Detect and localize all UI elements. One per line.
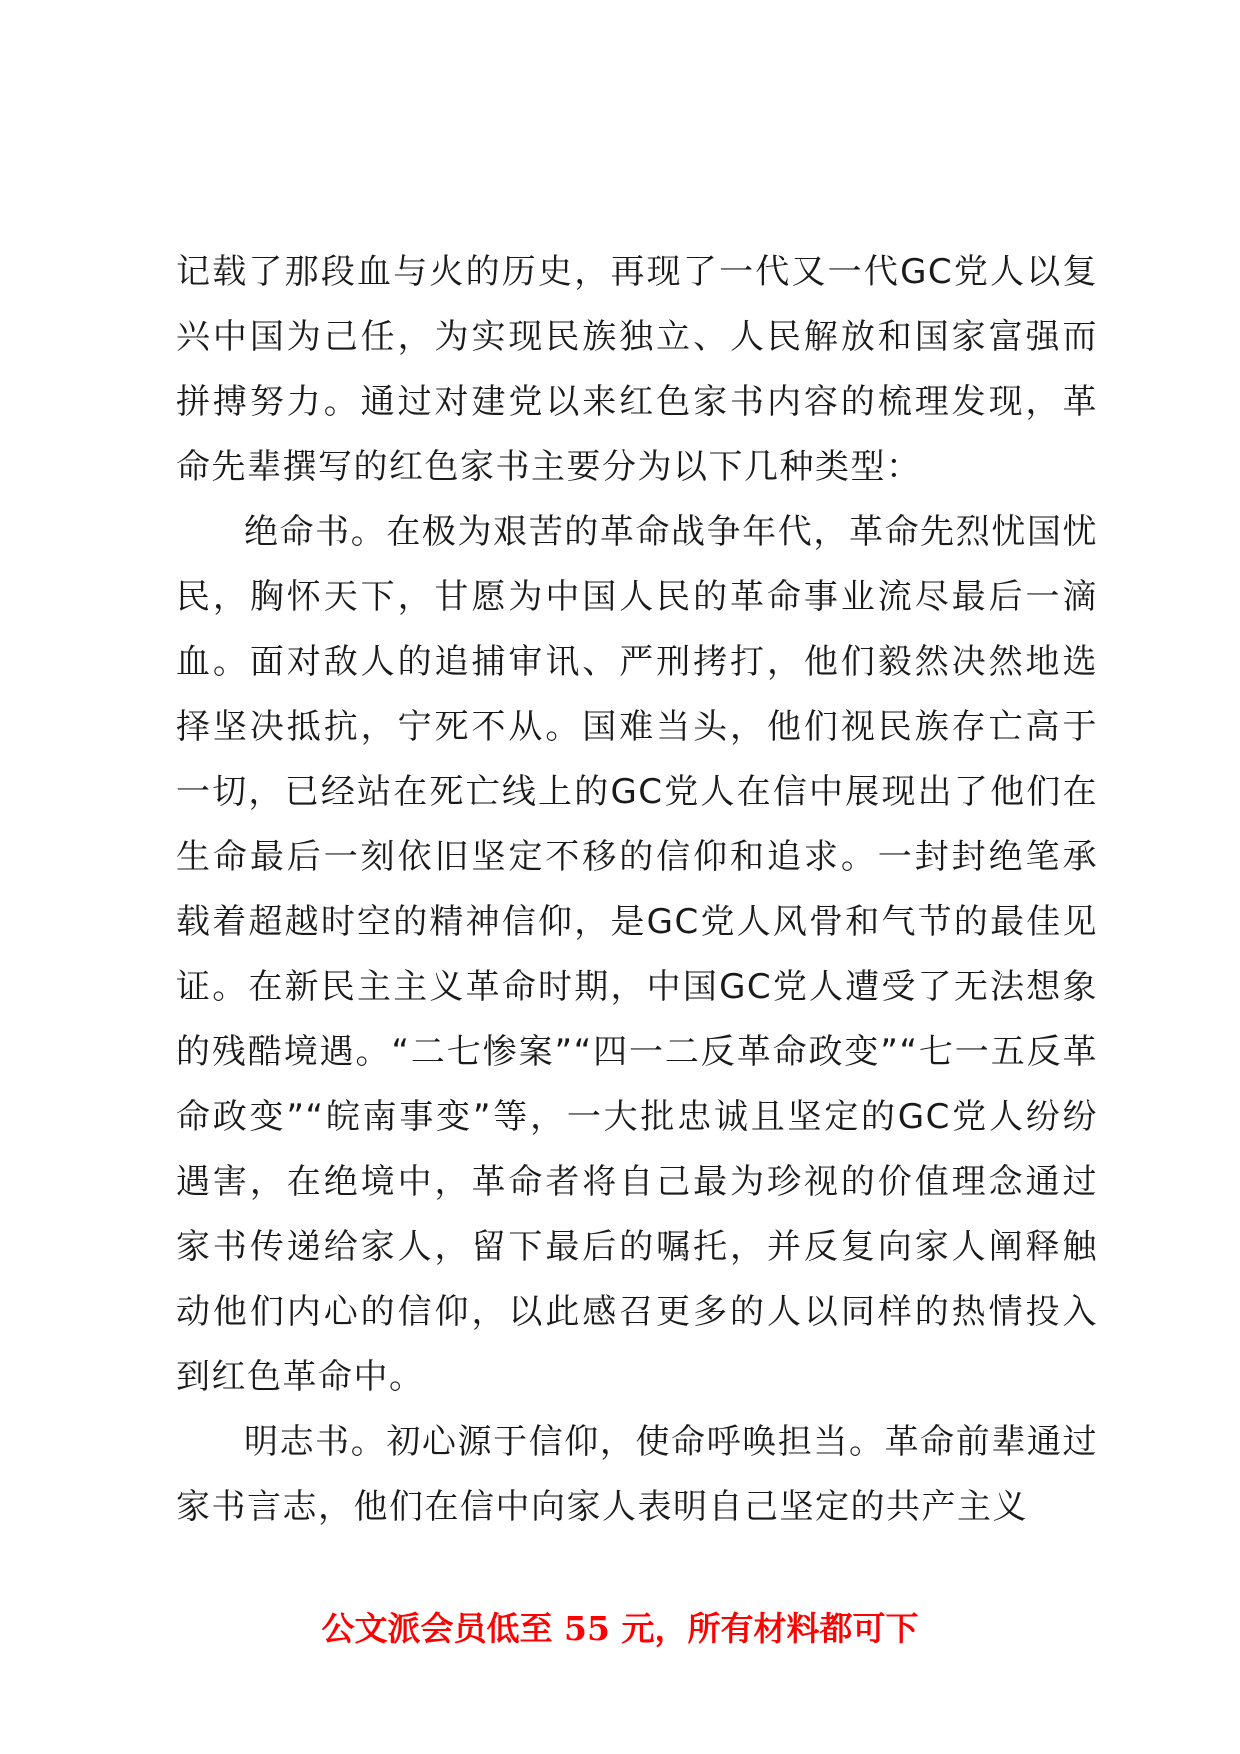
paragraph-intro: 记载了那段血与火的历史，再现了一代又一代GC党人以复兴中国为己任，为实现民族独立、人民解放和国家富强而拼搏努力。通过对建党以来红色家书内容的梳理发现，革命先辈撰写的红色家书主要分为以下几种类型： (176, 252, 1098, 487)
promo-footer-note: 公文派会员低至 55 元，所有材料都可下 (321, 1609, 919, 1648)
paragraph-jueming-shu: 绝命书。在极为艰苦的革命战争年代，革命先烈忧国忧民，胸怀天下，甘愿为中国人民的革命事业流尽最后一滴血。面对敌人的追捕审讯、严刑拷打，他们毅然决然地选择坚决抵抗，宁死不从。国难当头，他们视民族存亡高于一切，已经站在死亡线上的GC党人在信中展现出了他们在生命最后一刻依旧坚定不移的信仰和追求。一封封绝笔承载着超越时空的精神信仰，是GC党人风骨和气节的最佳见证。在新民主主义革命时期，中国GC党人遭受了无法想象的残酷境遇。“二七惨案”“四一二反革命政变”“七一五反革命政变”“皖南事变”等，一大批忠诚且坚定的GC党人纷纷遇害，在绝境中，革命者将自己最为珍视的价值理念通过家书传递给家人，留下最后的嘱托，并反复向家人阐释触动他们内心的信仰，以此感召更多的人以同样的热情投入到红色革命中。 (176, 512, 1098, 1397)
document-body (176, 240, 1098, 1540)
paragraph-mingzhi-shu: 明志书。初心源于信仰，使命呼唤担当。革命前辈通过家书言志，他们在信中向家人表明自己坚定的共产主义 (176, 1422, 1098, 1527)
